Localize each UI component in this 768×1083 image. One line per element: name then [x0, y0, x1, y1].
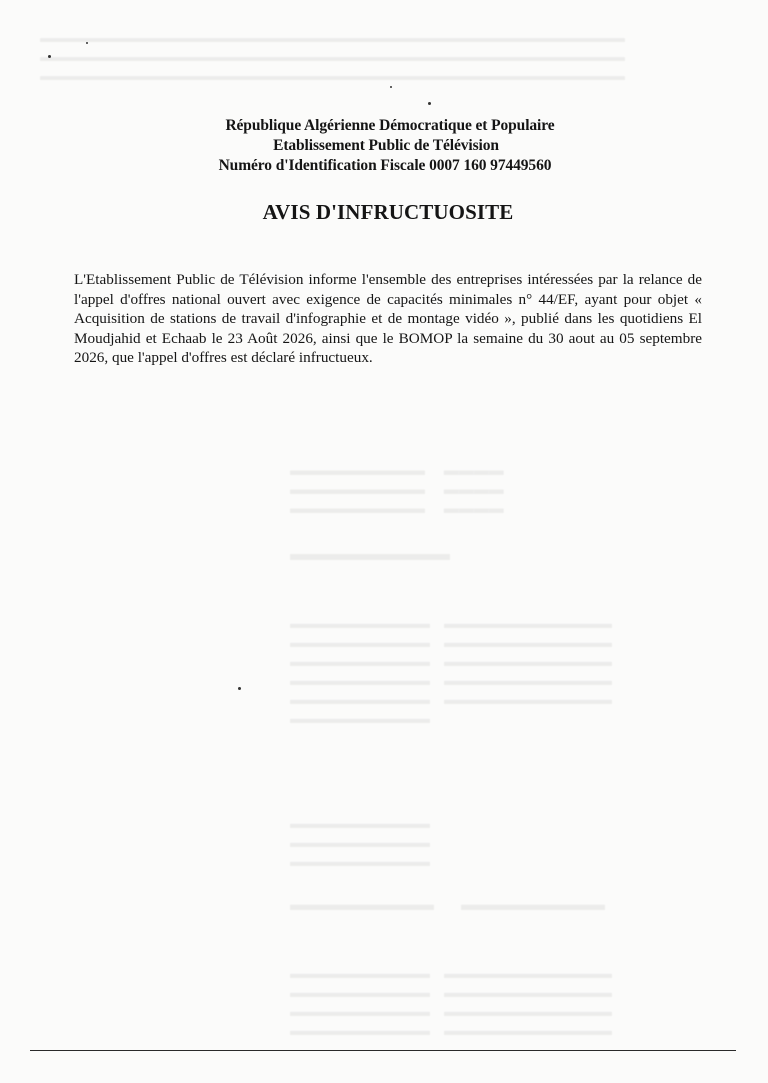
bleed-through-texture: ▬▬▬▬▬▬▬▬▬ ▬▬▬▬ ▬▬▬▬▬▬▬▬▬ ▬▬▬▬ ▬▬▬▬▬▬▬▬▬ ▬▬▬▬: [290, 463, 504, 517]
scan-speck: [390, 86, 392, 88]
footer-rule: [30, 1050, 736, 1051]
bleed-through-texture: ▬▬▬▬▬▬▬▬: [290, 543, 450, 565]
scan-speck: [48, 55, 51, 58]
scan-speck: [238, 687, 241, 690]
bleed-through-texture: ▬▬▬▬▬▬▬▬▬▬ ▬▬▬▬▬▬▬▬▬▬▬▬ ▬▬▬▬▬▬▬▬▬▬ ▬▬▬▬▬▬▬▬▬▬▬▬ ▬▬▬▬▬▬▬▬▬▬ ▬▬▬▬▬▬▬▬▬▬▬▬ ▬▬▬▬▬▬▬▬▬▬ ▬▬▬▬▬▬▬▬▬▬▬▬: [290, 967, 612, 1039]
notice-body: L'Etablissement Public de Télévision informe l'ensemble des entreprises intéressées par la relance de l'appel d'offres national ouvert avec exigence de capacités minimales n° 44/EF, ayant pour objet « Acquisition de stations de travail d'infographie et de montage vidéo », publié dans les quotidiens El Moudjahid et Echaab le 23 Août 2026, ainsi que le BOMOP la semaine du 30 aout au 05 septembre 2026, que l'appel d'offres est déclaré infructueux.: [74, 271, 702, 367]
header-institution: Etablissement Public de Télévision: [273, 137, 499, 154]
bleed-through-texture: ▬▬▬▬▬▬▬▬ ▬▬▬▬▬▬▬▬: [290, 894, 605, 914]
scan-speck: [428, 102, 431, 105]
bleed-through-texture: ▬▬▬▬▬▬▬▬▬▬▬▬▬▬▬▬▬▬▬▬▬▬▬▬▬▬▬▬▬▬▬▬▬▬▬▬▬▬▬▬▬▬▬▬▬ ▬▬▬▬▬▬▬▬▬▬▬▬▬▬▬▬▬▬▬▬▬▬▬▬▬▬▬▬▬▬▬▬▬▬▬▬▬▬▬▬▬▬▬▬▬ ▬▬▬▬▬▬▬▬▬▬▬▬▬▬▬▬▬▬▬▬▬▬▬▬▬▬▬▬▬▬▬▬▬▬▬▬▬▬▬▬▬▬▬▬▬: [40, 30, 625, 83]
header-republic: République Algérienne Démocratique et Populaire: [225, 117, 555, 134]
notice-title: AVIS D'INFRUCTUOSITE: [262, 200, 514, 224]
scan-speck: [86, 42, 88, 44]
document-header: [0, 116, 768, 176]
header-fiscal-id: Numéro d'Identification Fiscale 0007 160 97449560: [218, 157, 552, 174]
bleed-through-texture: ▬▬▬▬▬▬▬▬▬▬ ▬▬▬▬▬▬▬▬▬▬ ▬▬▬▬▬▬▬▬▬▬: [290, 817, 430, 870]
bleed-through-texture: ▬▬▬▬▬▬▬▬▬▬ ▬▬▬▬▬▬▬▬▬▬▬▬ ▬▬▬▬▬▬▬▬▬▬ ▬▬▬▬▬▬▬▬▬▬▬▬ ▬▬▬▬▬▬▬▬▬▬ ▬▬▬▬▬▬▬▬▬▬▬▬ ▬▬▬▬▬▬▬▬▬▬ ▬▬▬▬▬▬▬▬▬▬▬▬ ▬▬▬▬▬▬▬▬▬▬ ▬▬▬▬▬▬▬▬▬▬▬▬ ▬▬▬▬▬▬▬▬▬▬: [290, 617, 612, 727]
